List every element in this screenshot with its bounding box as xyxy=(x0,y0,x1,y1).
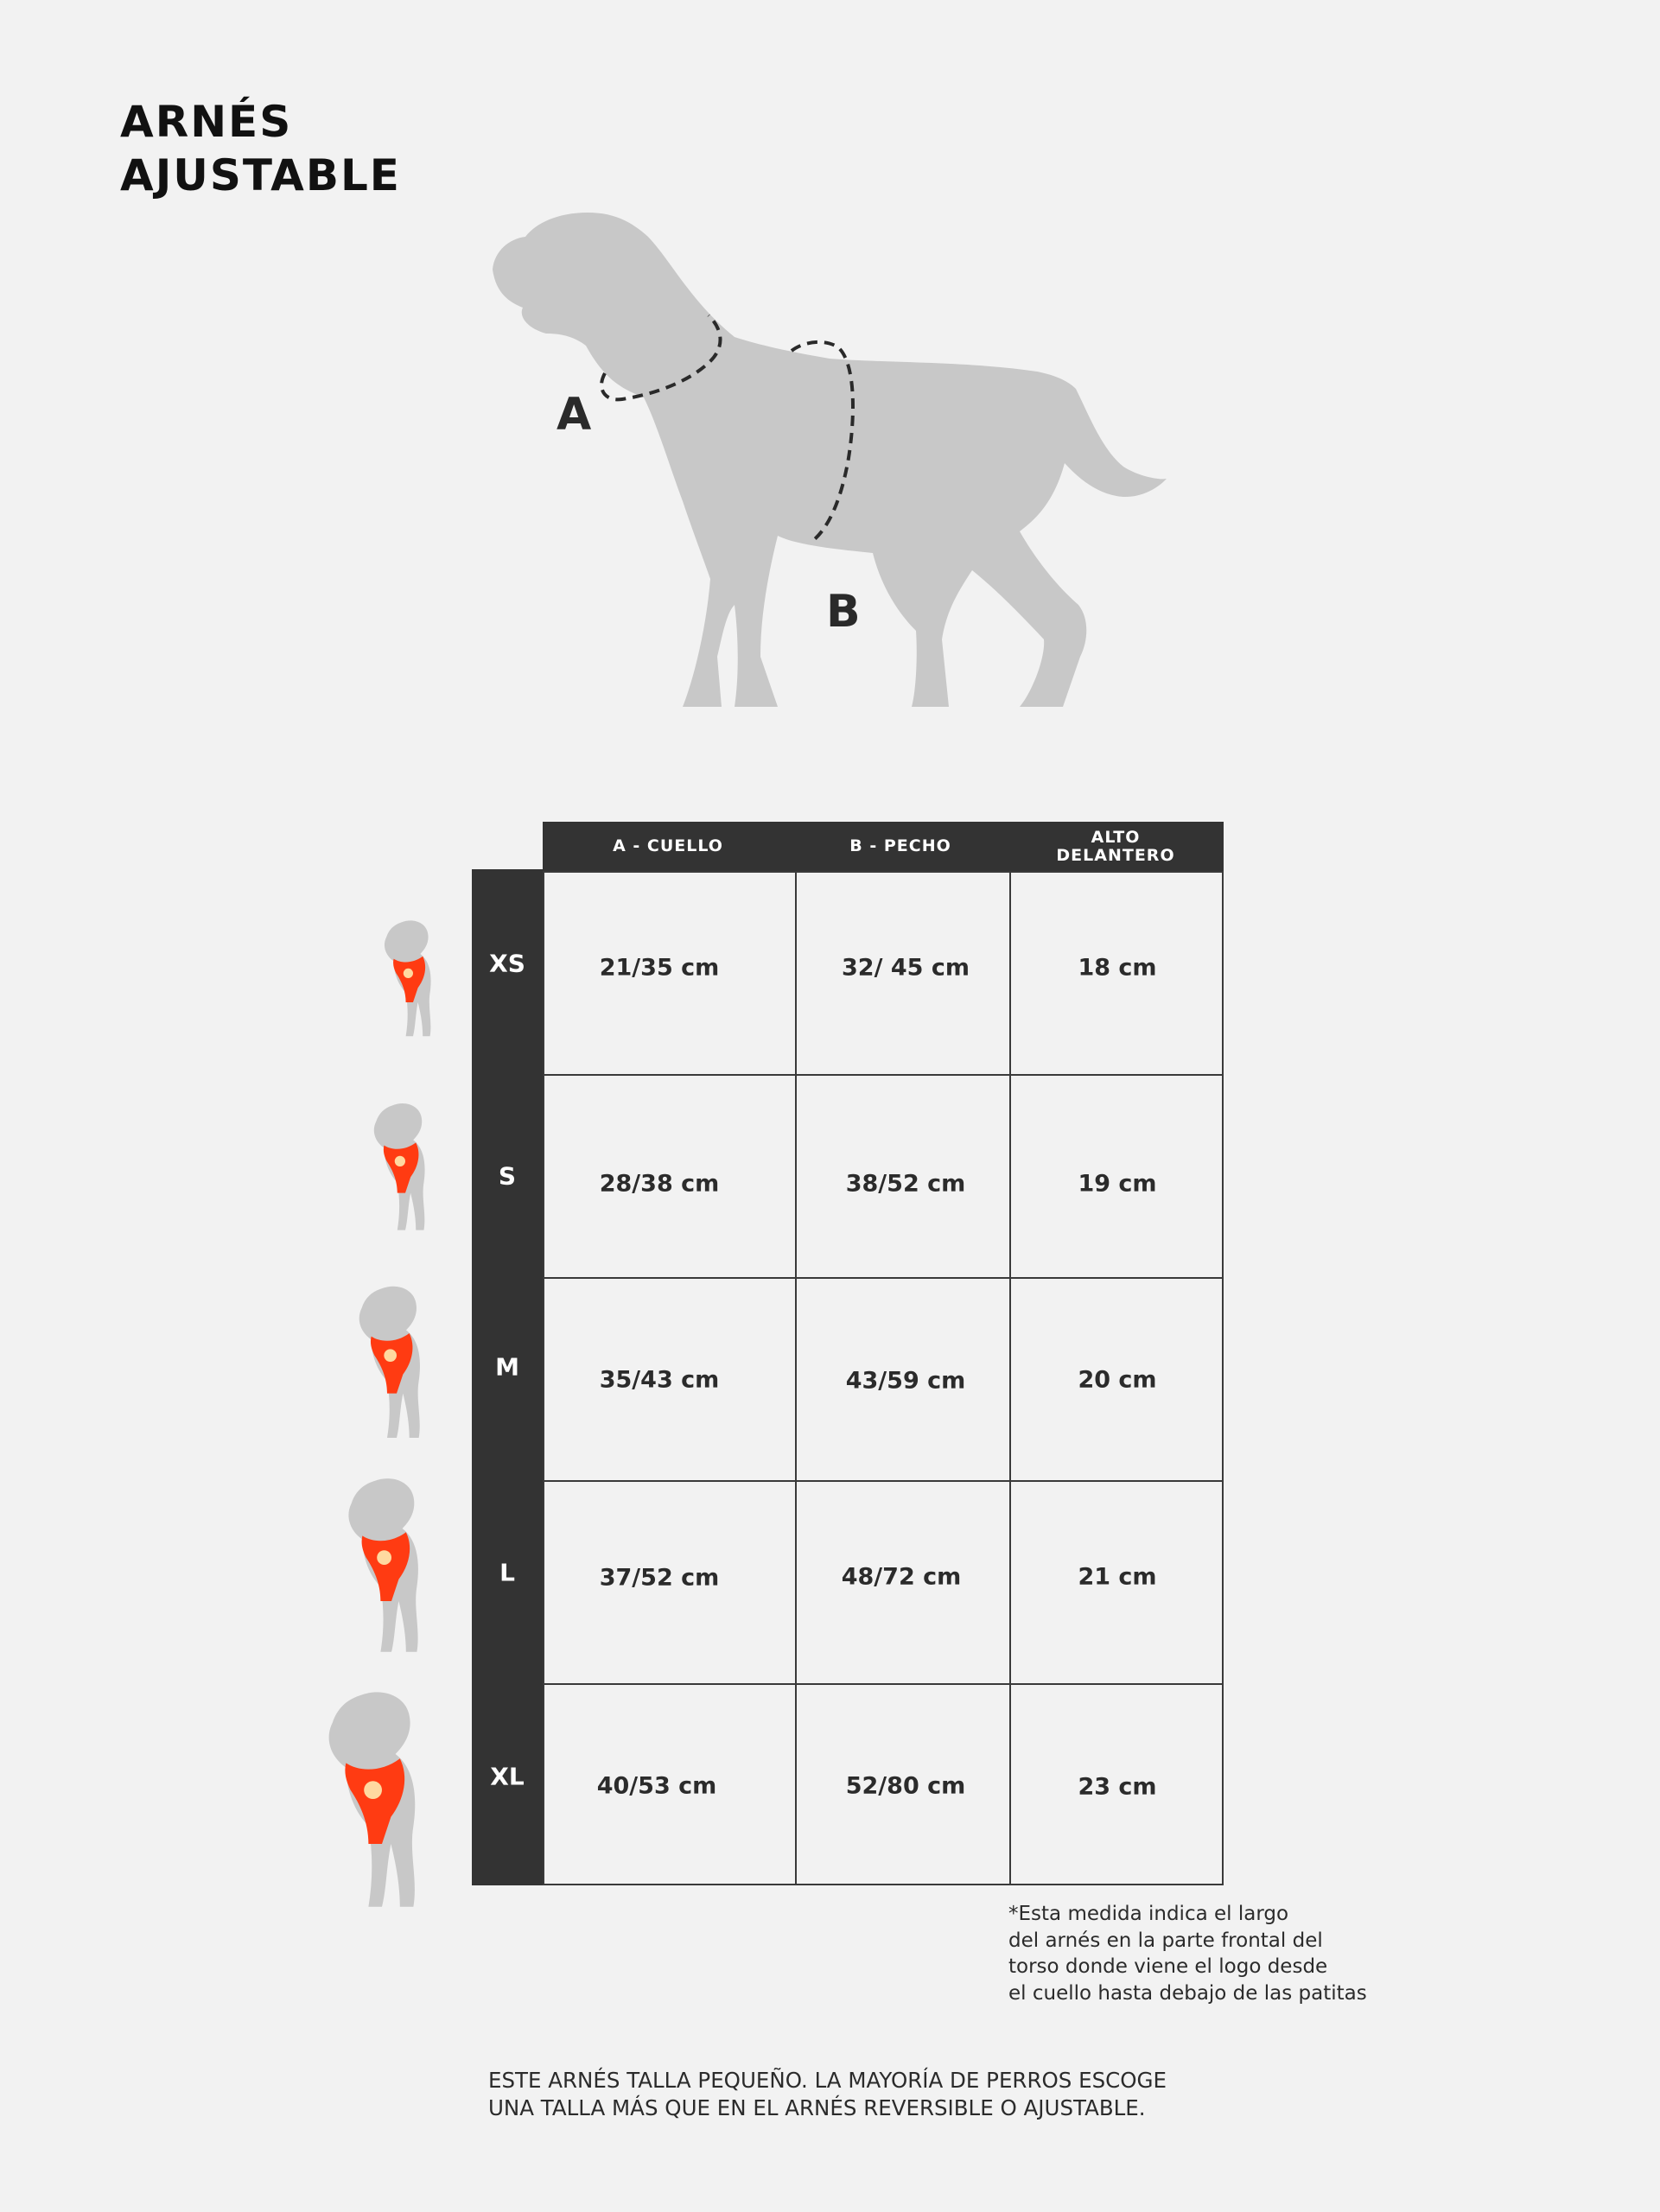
size-column xyxy=(472,869,543,1885)
table-cell: 32/ 45 cm xyxy=(842,954,970,982)
footnote-line: torso donde viene el logo desde xyxy=(1008,1955,1328,1978)
header-alto-delantero xyxy=(1008,822,1224,871)
table-cell: 28/38 cm xyxy=(599,1170,720,1198)
table-cell: 38/52 cm xyxy=(845,1170,966,1198)
grid-divider xyxy=(544,1480,1222,1482)
footnote-line: *Esta medida indica el largo xyxy=(1008,1903,1289,1925)
size-label-s: S xyxy=(498,1161,517,1191)
table-cell: 23 cm xyxy=(1078,1773,1157,1801)
table-cell: 52/80 cm xyxy=(845,1772,966,1800)
disclaimer-line: ESTE ARNÉS TALLA PEQUEÑO. LA MAYORÍA DE PERROS ESCOGE xyxy=(488,2068,1167,2093)
table-cell: 37/52 cm xyxy=(599,1564,720,1592)
header-pecho: B - PECHO xyxy=(849,836,951,855)
diagram-label-b: B xyxy=(826,586,861,638)
table-cell: 40/53 cm xyxy=(596,1772,717,1800)
footnote-line: el cuello hasta debajo de las patitas xyxy=(1008,1981,1367,2005)
dog-m-icon xyxy=(349,1282,444,1441)
size-label-m: M xyxy=(495,1352,519,1382)
grid-divider xyxy=(544,1277,1222,1279)
table-header xyxy=(543,822,1224,871)
table-cell: 19 cm xyxy=(1078,1170,1157,1198)
dog-silhouette-icon xyxy=(484,207,1175,717)
disclaimer-line: UNA TALLA MÁS QUE EN EL ARNÉS REVERSIBLE O AJUSTABLE. xyxy=(488,2095,1146,2120)
table-cell: 48/72 cm xyxy=(841,1563,962,1591)
size-label-xs: XS xyxy=(489,949,525,978)
table-cell: 20 cm xyxy=(1078,1366,1157,1394)
title-line-2: AJUSTABLE xyxy=(120,150,401,200)
footnote xyxy=(1008,1901,1367,2006)
size-label-xl: XL xyxy=(490,1762,525,1791)
dog-xl-icon xyxy=(315,1687,449,1911)
size-label-l: L xyxy=(499,1558,515,1587)
size-disclaimer xyxy=(488,2067,1167,2122)
title-line-1: ARNÉS xyxy=(120,97,293,147)
measurement-diagram xyxy=(484,207,1175,717)
header-alto-line-2: DELANTERO xyxy=(1056,845,1175,865)
table-cell: 35/43 cm xyxy=(599,1366,720,1394)
header-cuello: A - CUELLO xyxy=(613,836,723,855)
grid-divider xyxy=(1009,873,1011,1884)
page-title xyxy=(120,95,401,202)
grid-divider xyxy=(544,1074,1222,1076)
grid-divider xyxy=(544,1683,1222,1685)
dog-s-icon xyxy=(366,1100,445,1233)
dog-l-icon xyxy=(337,1474,446,1656)
footnote-line: del arnés en la parte frontal del xyxy=(1008,1929,1323,1952)
grid-divider xyxy=(795,873,797,1884)
diagram-label-a: A xyxy=(557,389,592,441)
size-table xyxy=(543,871,1224,1885)
dog-xs-icon xyxy=(377,918,449,1039)
table-cell: 43/59 cm xyxy=(845,1367,966,1395)
header-alto-line-1: ALTO xyxy=(1091,827,1141,847)
table-cell: 21/35 cm xyxy=(599,954,720,982)
table-cell: 18 cm xyxy=(1078,954,1157,982)
table-cell: 21 cm xyxy=(1078,1563,1157,1591)
